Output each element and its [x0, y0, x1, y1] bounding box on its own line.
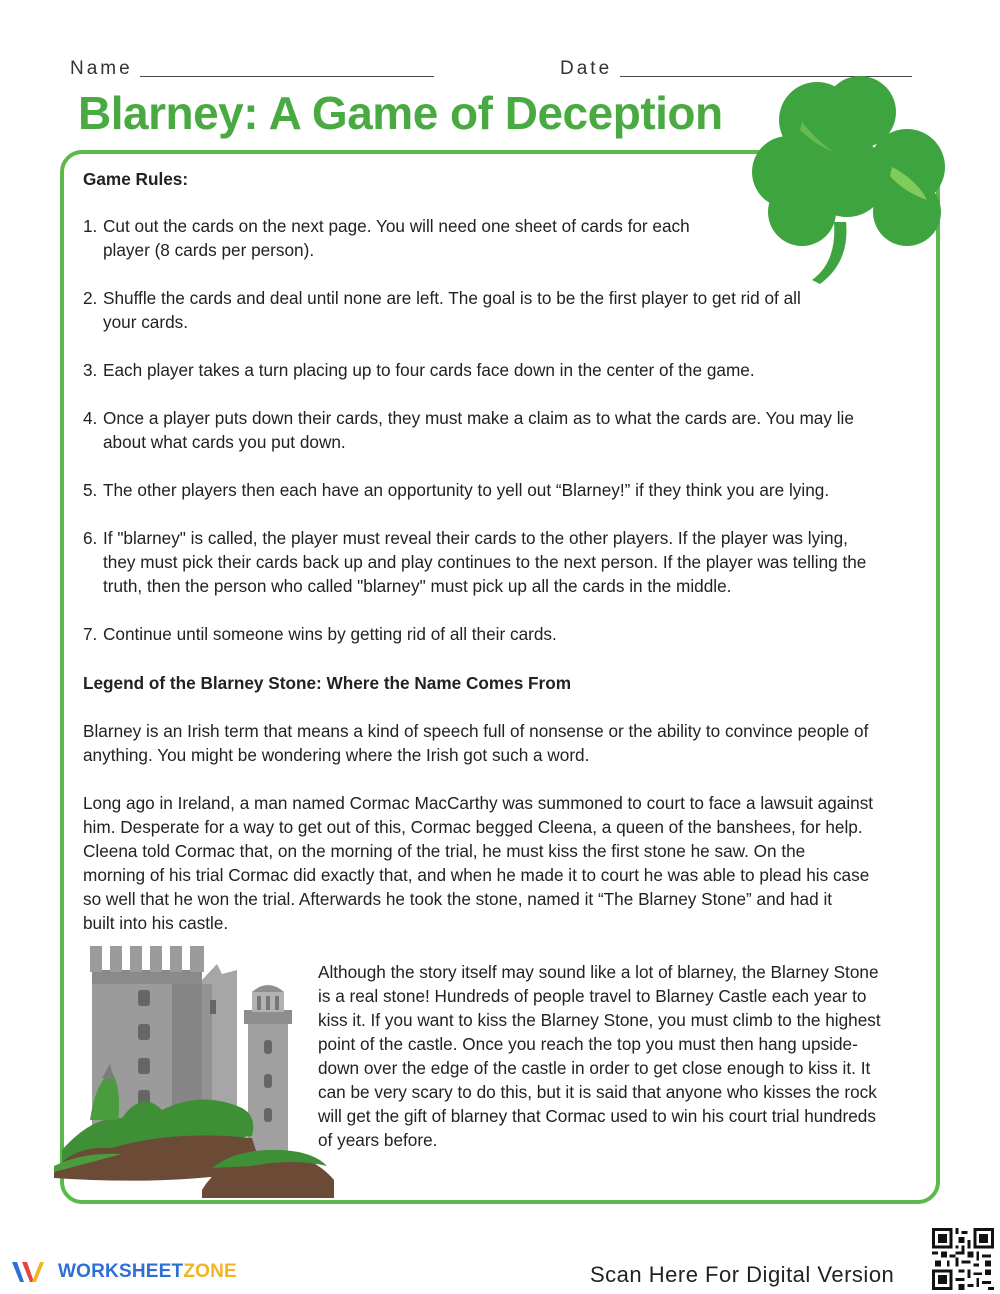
rule-item: 6. If "blarney" is called, the player must reveal their cards to the other players. If the player was lying, they must pick their cards back up and play continues to the next person. If the player was telling the truth, then the person who called "blarney" must pick up all the cards in the middle.: [83, 528, 867, 596]
worksheetzone-logo-icon: [10, 1258, 50, 1286]
qr-code[interactable]: [932, 1228, 994, 1290]
legend-paragraph-3: Although the story itself may sound like a lot of blarney, the Blarney Stone is a real stone! Hundreds of people travel to Blarney Castle each year to kiss it. If you want to kiss the Blarney Stone, you must climb to the highest point of the castle. Once you reach the top you must then hang upside- down over the edge of the castle in order to get close enough to kiss it. It can be very scary to do this, but it is said that anyone who kisses the rock will get the gift of blarney that Cormac used to win his court trial hundreds of years before.: [318, 962, 881, 1150]
logo-text: WORKSHEETZONE: [58, 1261, 237, 1282]
name-label: Name: [70, 58, 133, 79]
rule-item: 4. Once a player puts down their cards, they must make a claim as to what the cards are. You may lie about what cards you put down.: [83, 408, 854, 452]
rules-heading: Game Rules:: [83, 169, 189, 189]
date-label: Date: [560, 58, 613, 79]
castle-illustration: [52, 940, 342, 1200]
legend-heading: Legend of the Blarney Stone: Where the Name Comes From: [83, 673, 572, 693]
rule-item: 2. Shuffle the cards and deal until none are left. The goal is to be the first player to get rid of all your cards.: [83, 288, 801, 332]
legend-paragraph-1: Blarney is an Irish term that means a kind of speech full of nonsense or the ability to convince people of anything. You might be wondering where the Irish got such a word.: [83, 721, 869, 765]
page-title: Blarney: A Game of Deception: [78, 87, 723, 139]
legend-paragraph-2: Long ago in Ireland, a man named Cormac MacCarthy was summoned to court to face a lawsuit against him. Desperate for a way to get out of this, Cormac begged Cleena, a queen of the banshees, for help. Cleena told Cormac that, on the morning of the trial, he must kiss the first stone he saw. On the morning of his trial Cormac did exactly that, and when he made it to court he was able to plead his case so well that he won the trial. Afterwards he took the stone, named it “The Blarney Stone” and had it built into his castle.: [83, 793, 874, 933]
name-line[interactable]: [140, 76, 434, 77]
rule-item: 5. The other players then each have an opportunity to yell out “Blarney!” if they think you are lying.: [83, 480, 830, 500]
rule-item: 1. Cut out the cards on the next page. You will need one sheet of cards for each player (8 cards per person).: [83, 216, 690, 260]
rule-item: 3. Each player takes a turn placing up to four cards face down in the center of the game.: [83, 360, 755, 380]
scan-text: Scan Here For Digital Version: [590, 1262, 895, 1287]
rule-item: 7. Continue until someone wins by getting rid of all their cards.: [83, 624, 557, 644]
worksheetzone-logo[interactable]: [10, 1258, 237, 1286]
shamrock-icon: [742, 72, 957, 287]
